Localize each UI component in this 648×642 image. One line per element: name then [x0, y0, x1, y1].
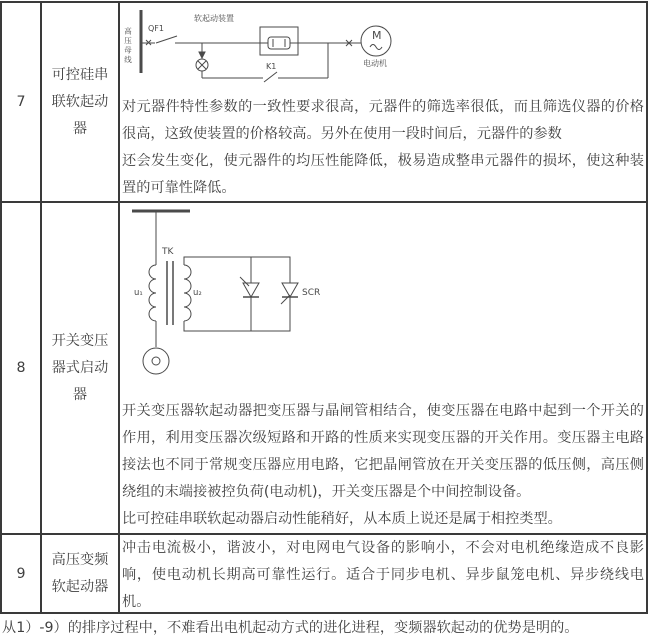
- switch-transformer-circuit-diagram: [120, 203, 646, 398]
- circuit-drawing: [120, 203, 646, 398]
- row-number-cell: [2, 203, 42, 535]
- arrow-down: [199, 52, 205, 58]
- machine-symbol: [143, 348, 169, 374]
- secondary-voltage-label: u₂: [193, 288, 202, 298]
- thyristor-left: [243, 283, 259, 297]
- motor-label: 电动机: [363, 59, 387, 68]
- starter-name-cell: [42, 203, 120, 535]
- description-paragraph: 比可控硅串联软起动器启动性能稍好，从本质上说还是属于相控类型。: [122, 511, 562, 527]
- bypass-contactor-label: K1: [266, 62, 277, 71]
- description-paragraph: 对元器件特性参数的一致性要求很高，元器件的筛选率很低，而且筛选仪器的价格很高，这致使装置的价格较高。另外在使用一段时间后，元器件的参数: [122, 99, 644, 142]
- row-number: 8: [16, 360, 26, 376]
- secondary-winding: [184, 265, 191, 321]
- starter-name-cell: [42, 535, 120, 612]
- starter-name: 高压变频软起动器: [51, 551, 109, 595]
- primary-voltage-label: u₁: [134, 288, 143, 298]
- description-paragraph: 开关变压器软起动器把变压器与晶闸管相结合，使变压器在电路中起到一个开关的作用，利用变压器次级短路和开路的性质来实现变压器的开关作用。变压器主电路接法也不同于常规变压器应用电路，它把晶闸管放在开关变压器的低压侧，高压侧绕组的末端接被控负荷(电动机)，开关变压器是个中间控制设备。: [122, 403, 644, 500]
- primary-winding: [149, 265, 156, 321]
- breaker-label: QF1: [148, 24, 164, 33]
- breaker-qf1-blade: [156, 36, 177, 43]
- starter-types-table: [0, 1, 648, 614]
- motor-letter: M: [372, 29, 382, 42]
- soft-starter-label: 软起动装置: [194, 14, 234, 23]
- hv-bus-label: 高压母线: [123, 27, 133, 65]
- row-number: 9: [16, 565, 26, 582]
- scr-series-circuit-diagram: [120, 3, 646, 94]
- thyristor-scr: [282, 283, 298, 297]
- description-cell: [120, 535, 646, 612]
- conclusion-text: 从1）-9）的排序过程中，不难看出电机起动方式的进化进程，变频器软起动的优势是明的。: [2, 620, 579, 636]
- row-number-cell: [2, 535, 42, 612]
- scr-label: SCR: [302, 288, 321, 298]
- description-cell: [120, 3, 646, 203]
- starter-name: 开关变压器式启动器: [51, 332, 109, 403]
- row-number-cell: [2, 3, 42, 203]
- row-number: 7: [16, 94, 26, 110]
- thyristor-module: [268, 37, 290, 49]
- starter-name-cell: [42, 3, 120, 203]
- bypass-switch-k1-blade: [264, 72, 277, 82]
- starter-name: 可控硅串联软起动器: [51, 66, 109, 137]
- description-paragraph: 还会发生变化，使元器件的均压性能降低，极易造成整串元器件的损坏，使这种装置的可靠性降低。: [122, 153, 644, 196]
- transformer-label: TK: [162, 247, 174, 257]
- description-cell: [120, 203, 646, 535]
- description-paragraph: 冲击电流极小，谐波小，对电网电气设备的影响小，不会对电机绝缘造成不良影响，使电动机长期高可靠性运行。适合于同步电机、异步鼠笼电机、异步绕线电机。: [122, 540, 644, 610]
